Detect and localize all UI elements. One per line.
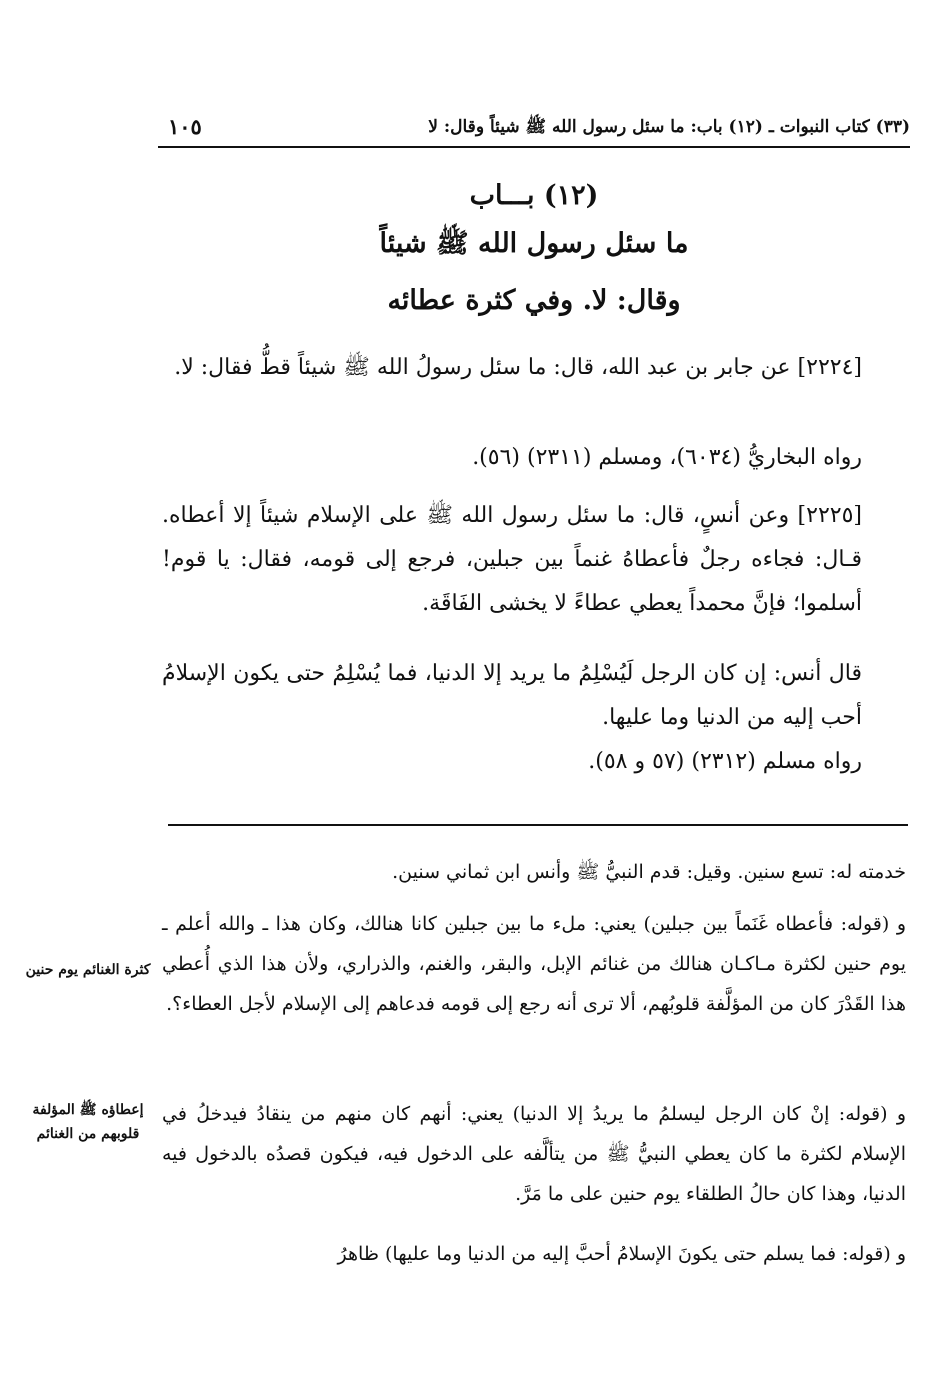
hadith-text: [٢٢٢٥] وعن أنسٍ، قال: ما سئل رسول الله ﷺ على الإسلام شيئاً إلا أعطاه. قـال: فجاءه رجلٌ فأعطاهُ غنماً بين جبلين، فرجع إلى قومه، فقال: يا قوم! أسلموا؛ فإنَّ محمداً يعطي عطاءً لا يخشى الفَاقَة. bbox=[162, 503, 862, 616]
hadith-2224 bbox=[162, 346, 906, 390]
commentary-text: خدمته له: تسع سنين. وقيل: قدم النبيُّ ﷺ وأنس ابن ثماني سنين. bbox=[392, 861, 906, 883]
chapter-title: ما سئل رسول الله ﷺ شيئاً bbox=[379, 228, 689, 259]
commentary-para-1 bbox=[162, 852, 906, 892]
commentary-para-3 bbox=[162, 1094, 906, 1214]
commentary-text: و (قوله: فما يسلم حتى يكونَ الإسلامُ أحبَّ إليه من الدنيا وما عليها) ظاهرُ bbox=[337, 1243, 906, 1265]
hadith-source: رواه البخاريُّ (٦٠٣٤)، ومسلم (٢٣١١) (٥٦). bbox=[472, 445, 862, 470]
commentary-para-2 bbox=[162, 904, 906, 1024]
hadith-text: [٢٢٢٤] عن جابر بن عبد الله، قال: ما سئل رسولُ الله ﷺ شيئاً قطُّ فقال: لا. bbox=[174, 355, 862, 380]
footnote-divider bbox=[168, 824, 908, 826]
chapter-subtitle: وقال: لا. وفي كثرة عطائه bbox=[387, 285, 681, 316]
margin-note-spoils: كثرة الغنائم يوم حنين bbox=[25, 962, 151, 978]
commentary-text: و (قوله: فأعطاه غَنَماً بين جبلين) يعني: ملء ما بين جبلين كانا هنالك، وكان هذا ـ والله أعلم ـ يوم حنين لكثرة مـاكـان هنالك من غنائم الإبل، والبقر، والغنم، والذراري، ولأن هذا الذي أُعطي هذا القَدْرَ كان من المؤلَّفة قلوبُهم، ألا ترى أنه رجع إلى قومه فدعاهم إلى الإسلام لأجل العطاء؟. bbox=[162, 913, 906, 1015]
commentary-text: و (قوله: إنْ كان الرجل ليسلمُ ما يريدُ إلا الدنيا) يعني: أنهم كان منهم من ينقادُ فيدخلُ في الإسلام لكثرة ما كان يعطي النبيُّ ﷺ من يتألَّفه على الدخول فيه، فيكون قصدُه بالدخول فيه الدنيا، وهذا كان حالُ الطلقاء يوم حنين على ما مَرَّ. bbox=[162, 1103, 906, 1205]
hadith-2224-source bbox=[162, 436, 906, 480]
commentary-para-4 bbox=[162, 1234, 906, 1274]
chapter-number: (١٢) بـــاب bbox=[469, 180, 599, 211]
running-title: (٣٣) كتاب النبوات ـ (١٢) باب: ما سئل رسول الله ﷺ شيئاً وقال: لا bbox=[428, 117, 910, 137]
margin-note-giving: إعطاؤه ﷺ المؤلفة قلوبهم من الغنائم bbox=[32, 1102, 144, 1142]
page-header bbox=[158, 108, 910, 148]
hadith-2225 bbox=[162, 494, 906, 626]
hadith-source: رواه مسلم (٢٣١٢) (٥٧ و ٥٨). bbox=[588, 749, 862, 774]
hadith-2225-source bbox=[162, 740, 906, 784]
page-number: ١٠٥ bbox=[168, 114, 202, 139]
hadith-2225-narration bbox=[162, 652, 906, 740]
narration-text: قال أنس: إن كان الرجل لَيُسْلِمُ ما يريد إلا الدنيا، فما يُسْلِمُ حتى يكون الإسلامُ أحب إليه من الدنيا وما عليها. bbox=[162, 661, 862, 730]
header-divider bbox=[158, 146, 910, 148]
